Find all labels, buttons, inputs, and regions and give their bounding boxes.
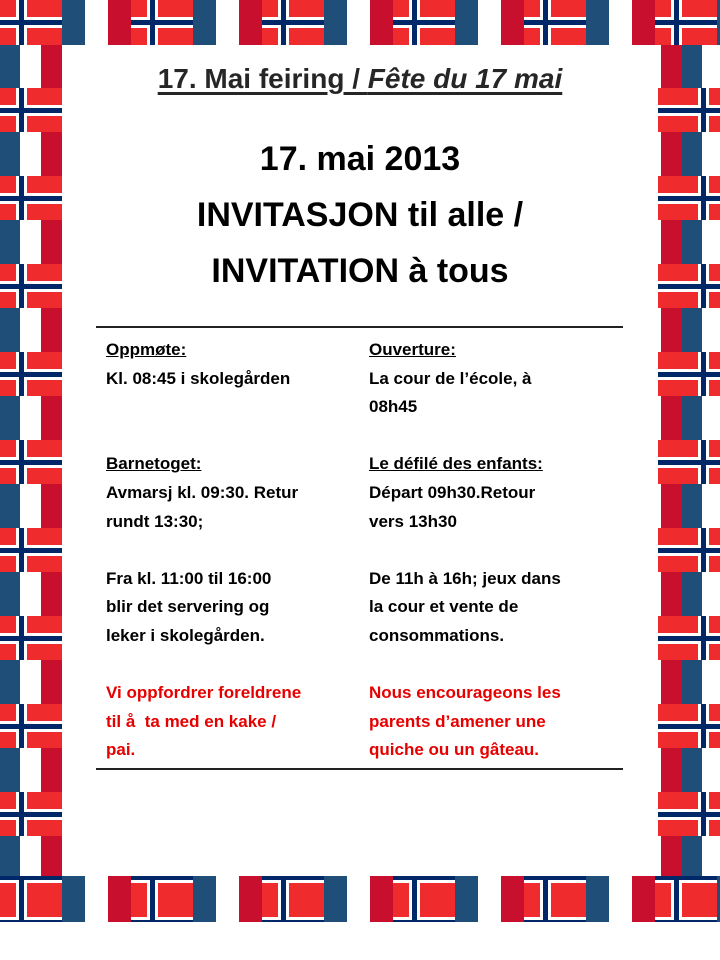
cake-request-block xyxy=(106,679,356,765)
title-french: Fête du 17 mai xyxy=(367,63,563,94)
serving-block xyxy=(369,565,619,651)
block-line: 08h45 xyxy=(369,397,418,417)
block-label: Barnetoget: xyxy=(106,454,202,474)
parade-block xyxy=(106,450,356,536)
block-line: til å ta med en kake / xyxy=(106,711,277,731)
arrival-block xyxy=(369,336,619,422)
title-norwegian: 17. Mai feiring / xyxy=(157,63,368,94)
block-line: vers 13h30 xyxy=(369,511,457,531)
serving-block xyxy=(106,565,356,651)
block-line: Nous encourageons les xyxy=(369,683,561,703)
heading-norwegian: INVITASJON til alle / xyxy=(196,196,524,234)
table-top-rule xyxy=(96,326,623,328)
block-label: Ouverture: xyxy=(369,340,456,359)
block-line: leker i skolegården. xyxy=(106,625,265,645)
block-line: pai. xyxy=(106,740,136,760)
heading-date: 17. mai 2013 xyxy=(259,140,461,178)
block-line: la cour et vente de xyxy=(369,597,519,617)
block-label: Le défilé des enfants: xyxy=(369,454,543,474)
block-line: De 11h à 16h; jeux dans xyxy=(369,568,561,588)
invitation-heading xyxy=(62,131,658,299)
block-line: La cour de l’école, à xyxy=(369,368,532,388)
cake-request-block xyxy=(369,679,619,765)
block-line: Départ 09h30.Retour xyxy=(369,482,536,502)
heading-french: INVITATION à tous xyxy=(211,252,509,290)
block-label: Oppmøte: xyxy=(106,340,187,359)
block-line: Fra kl. 11:00 til 16:00 xyxy=(106,568,272,588)
block-line: consommations. xyxy=(369,625,505,645)
page-title xyxy=(62,63,658,95)
block-line: Kl. 08:45 i skolegården xyxy=(106,368,291,388)
block-line: Avmarsj kl. 09:30. Retur xyxy=(106,482,299,502)
block-line: rundt 13:30; xyxy=(106,511,204,531)
bottom-flag-row xyxy=(0,876,720,922)
block-line: quiche ou un gâteau. xyxy=(369,740,540,760)
left-flag-column xyxy=(0,0,62,876)
block-line: parents d’amener une xyxy=(369,711,546,731)
block-line: Vi oppfordrer foreldrene xyxy=(106,683,302,703)
invitation-card xyxy=(62,45,658,876)
arrival-block xyxy=(106,336,356,422)
top-flag-row xyxy=(0,0,720,45)
norwegian-column xyxy=(106,336,356,765)
french-column xyxy=(369,336,619,765)
table-bottom-rule xyxy=(96,768,623,770)
block-line: blir det servering og xyxy=(106,597,270,617)
right-flag-column xyxy=(658,0,720,876)
parade-block xyxy=(369,450,619,536)
